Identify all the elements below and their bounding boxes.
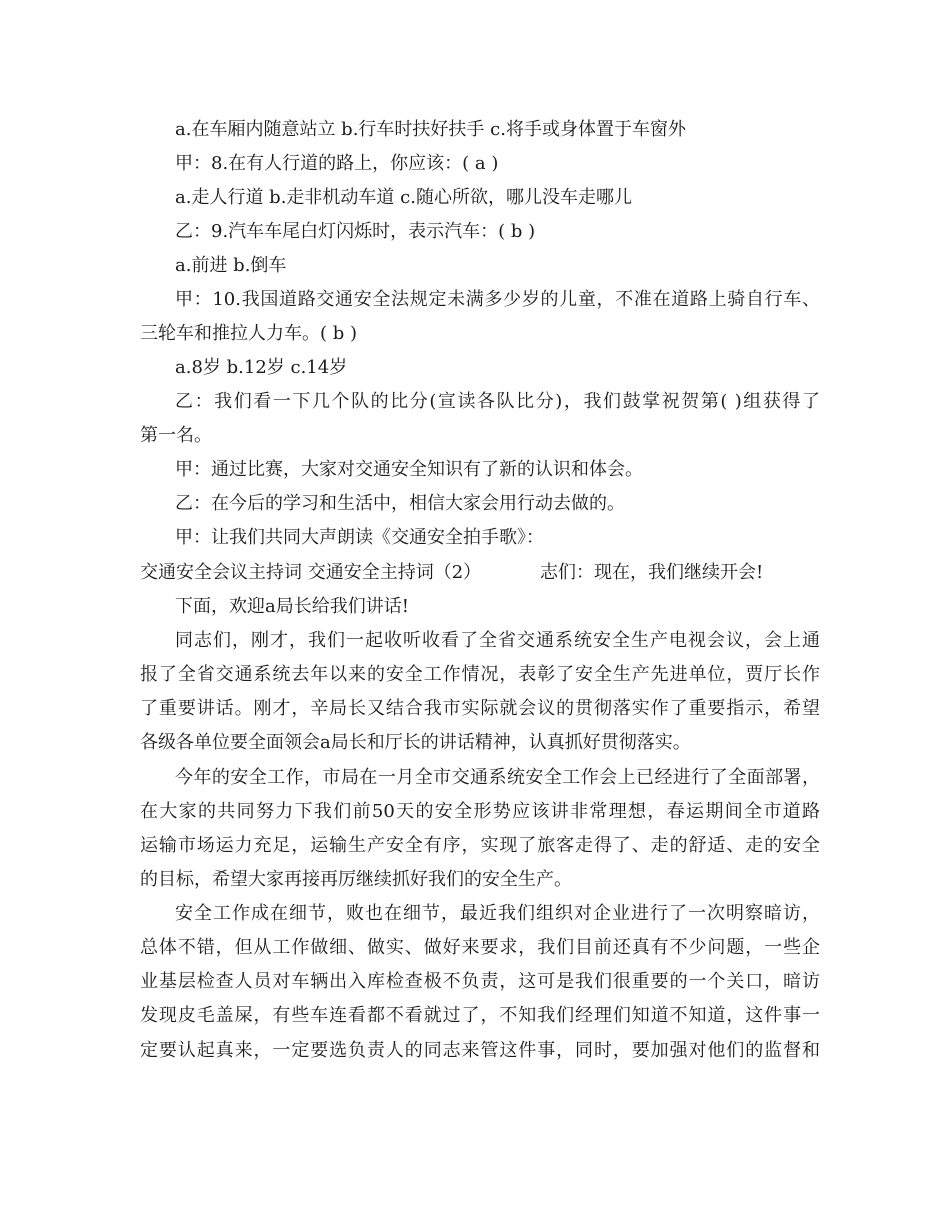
text-line: 第一名。 (140, 425, 212, 446)
text-line: 定要认起真来，一定要选负责人的同志来管这件事，同时，要加强对他们的监督和 (140, 1040, 820, 1061)
text-line: a.走人行道 b.走非机动车道 c.随心所欲，哪儿没车走哪儿 (175, 187, 632, 208)
text-line: 安全工作成在细节，败也在细节，最近我们组织对企业进行了一次明察暗访， (175, 903, 820, 924)
text-line: 总体不错，但从工作做细、做实、做好来要求，我们目前还真有不少问题，一些企 (140, 937, 820, 958)
text-line: 业基层检查人员对车辆出入库检查极不负责，这可是我们很重要的一个关口，暗访 (140, 971, 820, 992)
text-line: 在大家的共同努力下我们前50天的安全形势应该讲非常理想，春运期间全市道路 (140, 801, 820, 822)
text-line: 发现皮毛盖屎，有些车连看都不看就过了，不知我们经理们知道不知道，这件事一 (140, 1005, 820, 1026)
text-line: 了重要讲话。刚才，辛局长又结合我市实际就会议的贯彻落实作了重要指示，希望 (140, 698, 820, 719)
text-line: 甲：通过比赛，大家对交通安全知识有了新的认识和体会。 (175, 459, 643, 480)
text-line: 志们：现在，我们继续开会! (540, 562, 764, 583)
text-line: 今年的安全工作，市局在一月全市交通系统安全工作会上已经进行了全面部署， (175, 767, 820, 788)
text-line: 甲：8.在有人行道的路上，你应该：( a ) (175, 153, 499, 174)
text-line: a.在车厢内随意站立 b.行车时扶好扶手 c.将手或身体置于车窗外 (175, 119, 686, 140)
text-line: 各级各单位要全面领会a局长和厅长的讲话精神，认真抓好贯彻落实。 (140, 732, 691, 753)
text-line: 的目标，希望大家再接再厉继续抓好我们的安全生产。 (140, 869, 572, 890)
text-line: 运输市场运力充足，运输生产安全有序，实现了旅客走得了、走的舒适、走的安全 (140, 835, 820, 856)
text-line: 乙：我们看一下几个队的比分(宣读各队比分)，我们鼓掌祝贺第( )组获得了 (175, 391, 820, 412)
text-line: 甲：10.我国道路交通安全法规定未满多少岁的儿童，不准在道路上骑自行车、 (175, 289, 820, 310)
text-line: 报了全省交通系统去年以来的安全工作情况，表彰了安全生产先进单位，贾厅长作 (140, 664, 820, 685)
text-line: 甲：让我们共同大声朗读《交通安全拍手歌》： (175, 527, 544, 548)
text-line: 乙：在今后的学习和生活中，相信大家会用行动去做的。 (175, 493, 625, 514)
text-line: 同志们，刚才，我们一起收听收看了全省交通系统安全生产电视会议，会上通 (175, 630, 820, 651)
section-heading: 交通安全会议主持词 交通安全主持词（2） (140, 562, 482, 583)
text-line: a.前进 b.倒车 (175, 255, 287, 276)
text-line: a.8岁 b.12岁 c.14岁 (175, 357, 348, 378)
text-line: 三轮车和推拉人力车。( b ) (140, 323, 358, 344)
text-line: 乙：9.汽车车尾白灯闪烁时，表示汽车：( b ) (175, 221, 536, 242)
text-line: 下面，欢迎a局长给我们讲话! (175, 596, 409, 617)
